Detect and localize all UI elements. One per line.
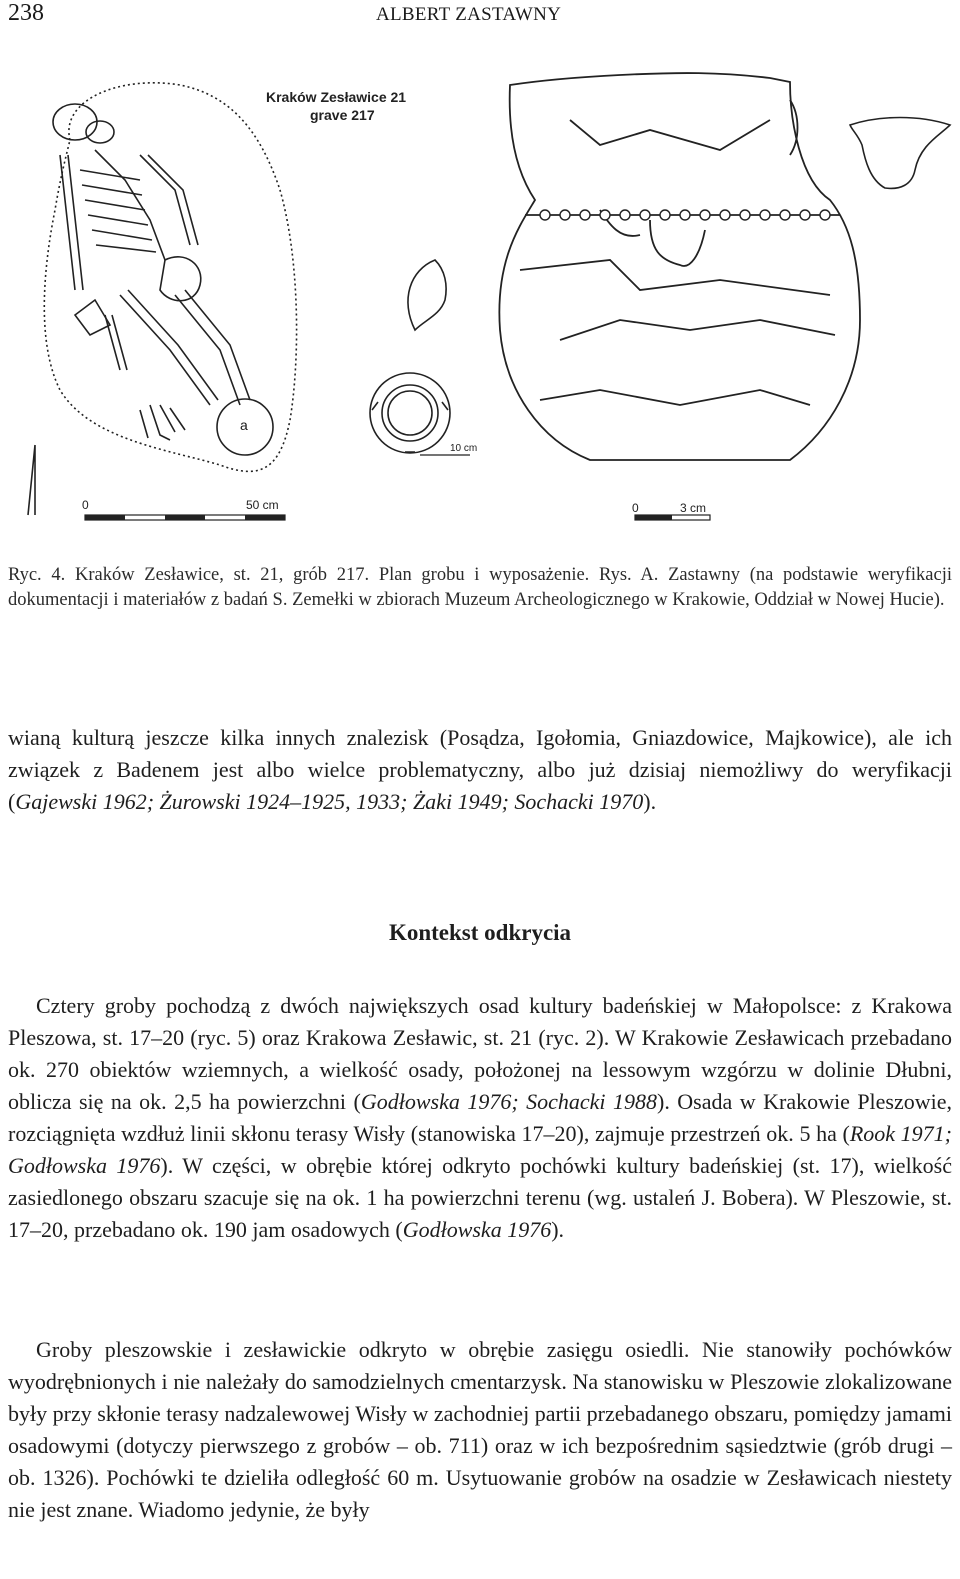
paragraph-3: Groby pleszowskie i zesławickie odkryto w obrębie zasięgu osiedli. Nie stanowiły pochówków wyodrębnionych i nie należały do samodzielnych cmentarzysk. Na stanowisku w Pleszowie zlokalizowane były przy skłonie terasy nadzalewowej Wisły w zachodniej partii przebadanego obszaru, pomiędzy jamami osadowymi (dotyczy pierwszego z grobów – ob. 711) oraz w ich bezpośrednim sąsiedztwie (grób drugi – ob. 1326). Pochówki te dzieliła odległość 60 m. Usytuowanie grobów na osadzie w Zesławicach niestety nie jest znane. Wiadomo jedynie, że były — [8, 1337, 952, 1522]
scale-left-end: 50 cm — [246, 498, 279, 512]
scale-right-end: 3 cm — [680, 501, 707, 515]
figure-drawing — [0, 60, 960, 550]
paragraph-2-text-4: ). — [551, 1217, 565, 1242]
paragraph-2-ref-2: Rook 1971; Godłowska 1976 — [8, 1121, 953, 1178]
section-heading: Kontekst odkrycia — [388, 920, 572, 945]
figure-caption: Ryc. 4. Kraków Zesławice, st. 21, grób 217. Plan grobu i wyposażenie. Rys. A. Zastawny (na podstawie weryfikacji dokumentacji i materiałów z badań S. Zemełki w zbiorach Muzeum Archeologicznego w Krakowie, Oddział w Nowej Hucie). — [8, 565, 952, 610]
figure-grave-plan — [0, 60, 960, 550]
paragraph-2-text-3: ). W części, w obrębie której odkryto pochówki kultury badeńskiej (st. 17), wielkość zasiedlonego obszaru szacuje się na ok. 1 ha powierzchni terenu (wg. ustaleń J. Bobera). W Pleszowie, st. 17–20, przebadano ok. 190 jam osadowych ( — [8, 1153, 953, 1242]
rim-fragment — [850, 118, 950, 189]
figure-title-line1: Kraków Zesławice 21 — [266, 89, 407, 105]
scale-left-zero: 0 — [82, 498, 89, 512]
paragraph-2-text-2: ). Osada w Krakowie Pleszowie, rozciągnięta wzdłuż linii skłonu terasy Wisły (stanowiska 17–20), zajmuje przestrzeń ok. 5 ha ( — [8, 1089, 953, 1146]
paragraph-2-ref-1: Godłowska 1976; Sochacki 1988 — [360, 1089, 657, 1114]
paragraph-1-text: wianą kulturą jeszcze kilka innych znalezisk (Posądza, Igołomia, Gniazdowice, Majkowice), ale ich związek z Badenem jest albo wielce problematyczny, albo już dzisiaj niemożliwy do weryfikacji ( — [8, 725, 952, 814]
paragraph-1-reference: Gajewski 1962; Żurowski 1924–1925, 1933; Żaki 1949; Sochacki 1970 — [15, 789, 644, 814]
paragraph-1-end: ). — [643, 789, 657, 814]
handle-fragment — [408, 260, 446, 330]
skull — [53, 104, 97, 140]
large-vessel-drawing — [499, 73, 860, 460]
page-number: 238 — [8, 0, 44, 26]
leg-bones — [175, 290, 250, 405]
inset-scale-label: 10 cm — [450, 443, 478, 454]
running-head: ALBERT ZASTAWNY — [376, 4, 562, 25]
pelvis — [160, 257, 201, 301]
page-header — [0, 0, 960, 40]
north-arrow-icon — [28, 445, 35, 515]
skeleton-spine — [95, 150, 165, 260]
paragraph-2-ref-3: Godłowska 1976 — [402, 1217, 552, 1242]
paragraph-1 — [8, 722, 952, 818]
figure-title-line2: grave 217 — [310, 107, 375, 123]
vessel-label-a: a — [240, 417, 248, 433]
paragraph-2 — [8, 990, 952, 1246]
paragraph-2-text-1: Cztery groby pochodzą z dwóch największych osad kultury badeńskiej w Małopolsce: z Krakowa Pleszowa, st. 17–20 (ryc. 5) oraz Krakowa Zesławic, st. 21 (ryc. 2). W Krakowie Zesławicach przebadano ok. 270 obiektów wziemnych, a wielkość osady, położonej na lessowym wzgórzu w dolinie Dłubni, oblicza się na ok. 2,5 ha powierzchni ( — [8, 993, 952, 1114]
scale-right-zero: 0 — [632, 501, 639, 515]
